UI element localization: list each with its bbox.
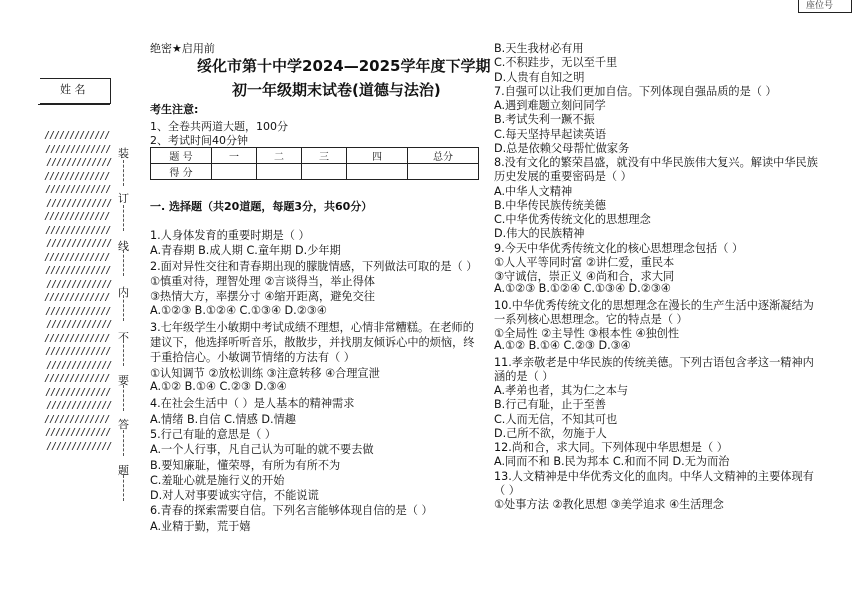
question-line: A.同而不和 B.民为邦本 C.和而不同 D.无为而治 [494, 455, 730, 469]
seat-number-label: 座位号 [806, 1, 834, 11]
question-line: C.中华优秀传统文化的思想理念 [494, 213, 651, 226]
seal-char: 订 [118, 192, 129, 205]
hatch-row: ///////////// [46, 359, 112, 371]
question-line: C.羞耻心就是施行义的开始 [150, 473, 285, 487]
hatch-row: ///////////// [46, 319, 112, 330]
question-line: D.己所不欲，勿施于人 [494, 426, 607, 440]
seal-char: 要 [118, 374, 129, 387]
score-cell[interactable] [212, 164, 257, 180]
seal-char: 题 [118, 464, 129, 477]
question-line: 历史发展的重要密码是（ ） [494, 170, 632, 184]
score-header-cell: 一 [212, 148, 257, 164]
question-line: ①全局性 ②主导性 ③根本性 ④独创性 [494, 327, 680, 340]
question-line: 11.孝亲敬老是中华民族的传统美德。下列古语包含孝这一精神内 [494, 355, 814, 369]
question-line: C.每天坚持早起读英语 [494, 127, 607, 141]
score-cell[interactable] [302, 164, 347, 180]
score-cell[interactable] [347, 164, 408, 180]
score-table-score-row [151, 164, 479, 180]
name-underline [38, 104, 110, 105]
question-line: A.业精于勤，荒于嬉 [150, 519, 251, 533]
binding-line-segment [123, 160, 124, 186]
score-cell[interactable] [257, 164, 302, 180]
seal-char: 不 [118, 331, 129, 344]
question-line: A.孝弟也者，其为仁之本与 [494, 384, 629, 397]
question-line: 7.自强可以让我们更加自信。下列体现自强品质的是（ ） [494, 84, 777, 98]
section1-heading: 一. 选择题（共20道题，每题3分，共60分） [150, 200, 373, 213]
hatch-row: ///////////// [44, 413, 110, 425]
question-line: D.总是依赖父母帮忙做家务 [494, 141, 630, 155]
question-line: （ ） [494, 483, 520, 497]
name-label: 姓 名 [60, 83, 86, 96]
question-line: ①处事方法 ②教化思想 ③美学追求 ④生活理念 [494, 498, 724, 511]
hatch-row: ///////////// [44, 251, 110, 263]
question-line: B.要知廉耻，懂荣辱，有所为有所不为 [150, 458, 341, 472]
question-line: 9.今天中华优秀传统文化的核心思想理念包括（ ） [494, 241, 744, 255]
hatch-row: ///////////// [44, 332, 110, 344]
hatch-row: ///////////// [45, 305, 111, 317]
hatch-row: ///////////// [45, 143, 111, 155]
question-line: A.①②③ B.①②④ C.①③④ D.②③④ [150, 303, 327, 317]
score-header-cell: 四 [347, 148, 408, 164]
seal-char: 答 [118, 418, 129, 431]
hatch-row: ///////////// [45, 386, 111, 398]
question-line: 1.人身体发育的重要时期是（ ） [150, 229, 310, 242]
hatch-row: ///////////// [46, 278, 112, 290]
question-line: 3.七年级学生小敏期中考试成绩不理想，心情非常糟糕。在老师的 [150, 320, 474, 334]
score-row-label: 得 分 [151, 164, 212, 180]
question-line: D.人贵有自知之明 [494, 70, 585, 84]
question-line: B.行己有耻，止于至善 [494, 398, 606, 412]
score-header-cell: 二 [257, 148, 302, 164]
hatch-row: ///////////// [44, 130, 110, 141]
question-line: D.对人对事要诚实守信，不能说谎 [150, 489, 319, 503]
binding-line-segment [123, 295, 124, 321]
question-line: 13.人文精神是中华优秀文化的血肉。中华人文精神的主要体现有 [494, 469, 814, 483]
question-line: A.①②③ B.①②④ C.①③④ D.②③④ [494, 282, 671, 296]
question-line: B.天生我材必有用 [494, 42, 584, 55]
question-line: A.①② B.①④ C.②③ D.③④ [494, 339, 631, 353]
binding-line-segment [123, 385, 124, 411]
question-line: A.一个人行事，凡自己认为可耻的就不要去做 [150, 443, 374, 457]
score-header-cell: 总分 [408, 148, 479, 164]
question-line: ③热情大方，率摆分寸 ④缩开距离，避免交往 [150, 290, 375, 304]
note-line-1: 1、全卷共两道大题，100分 [150, 120, 288, 133]
question-line: 建议下，他选择听听音乐，散散步，并找朋友倾诉心中的烦恼，终 [150, 336, 475, 350]
binding-line-segment [123, 475, 124, 501]
question-line: 8.没有文化的繁荣昌盛，就没有中华民族伟大复兴。解读中华民族 [494, 156, 818, 169]
score-table [150, 147, 479, 180]
note-line-2: 2、考试时间40分钟 [150, 134, 248, 147]
hatch-row: ///////////// [45, 265, 111, 276]
hatch-row: ///////////// [45, 184, 111, 195]
hatch-row: ///////////// [46, 400, 112, 411]
question-line: C.不积跬步，无以至千里 [494, 56, 618, 70]
question-line: B.考试失利一蹶不振 [494, 113, 595, 127]
binding-line-segment [123, 340, 124, 366]
hatch-row: ///////////// [46, 238, 112, 249]
question-line: 4.在社会生活中（ ）是人基本的精神需求 [150, 397, 355, 411]
exam-title-school: 绥化市第十中学2024—2025学年度下学期 [197, 57, 491, 75]
seal-char: 装 [118, 147, 129, 160]
binding-line-segment [123, 205, 124, 231]
hatch-row: ///////////// [44, 211, 110, 222]
binding-line-segment [123, 250, 124, 276]
question-line: B.中华传民族传统美德 [494, 198, 606, 212]
question-line: ③守诚信，崇正义 ④尚和合，求大同 [494, 270, 675, 283]
question-line: 6.青春的探索需要自信。下列名言能够体现自信的是（ ） [150, 504, 433, 518]
question-line: 10.中华优秀传统文化的思想理念在漫长的生产生活中逐渐凝结为 [494, 298, 814, 312]
notes-title: 考生注意: [150, 103, 199, 116]
hatch-row: ///////////// [45, 427, 111, 438]
question-line: A.遇到难题立刻问同学 [494, 99, 606, 112]
question-line: 2.面对异性交往和青春期出现的朦胧情感，下列做法可取的是（ ） [150, 259, 478, 273]
binding-line-segment [123, 430, 124, 456]
question-line: A.情绪 B.自信 C.情感 D.情趣 [150, 412, 296, 426]
question-line: A.中华人文精神 [494, 184, 573, 198]
question-line: 一系列核心思想理念。它的特点是（ ） [494, 312, 688, 326]
score-header-cell: 题 号 [151, 148, 212, 164]
confidential-mark: 绝密★启用前 [150, 42, 215, 55]
exam-title-subject: 初一年级期末试卷(道德与法治) [232, 81, 441, 99]
hatch-row: ///////////// [45, 346, 111, 357]
score-header-cell: 三 [302, 148, 347, 164]
question-line: 12.尚和合，求大同。下列体现中华思想是（ ） [494, 441, 728, 454]
question-line: 于重拾信心。小敏调节情绪的方法有（ ） [150, 351, 355, 365]
question-line: ①人人平等同时富 ②讲仁爱，重民本 [494, 255, 675, 269]
hatch-row: ///////////// [44, 292, 110, 303]
hatch-row: ///////////// [46, 197, 112, 209]
question-line: ①慎重对待，理智处理 ②言谈得当，举止得体 [150, 274, 375, 288]
hatch-row: ///////////// [44, 373, 110, 384]
seal-char: 内 [118, 286, 129, 299]
question-line: C.人而无信，不知其可也 [494, 412, 618, 426]
question-line: 5.行己有耻的意思是（ ） [150, 427, 277, 441]
score-table-header-row [151, 148, 479, 164]
question-line: D.伟大的民族精神 [494, 227, 585, 241]
question-line: A.青春期 B.成人期 C.童年期 D.少年期 [150, 244, 341, 258]
hatch-row: ///////////// [46, 157, 112, 168]
hatch-row: ///////////// [44, 170, 110, 182]
question-line: A.①② B.①④ C.②③ D.③④ [150, 380, 287, 393]
question-line: 涵的是（ ） [494, 369, 554, 383]
question-line: ①认知调节 ②放松训练 ③注意转移 ④合理宣泄 [150, 366, 380, 380]
seal-char: 线 [118, 240, 129, 253]
score-cell[interactable] [408, 164, 479, 180]
hatch-row: ///////////// [46, 440, 112, 452]
hatch-row: ///////////// [45, 224, 111, 236]
